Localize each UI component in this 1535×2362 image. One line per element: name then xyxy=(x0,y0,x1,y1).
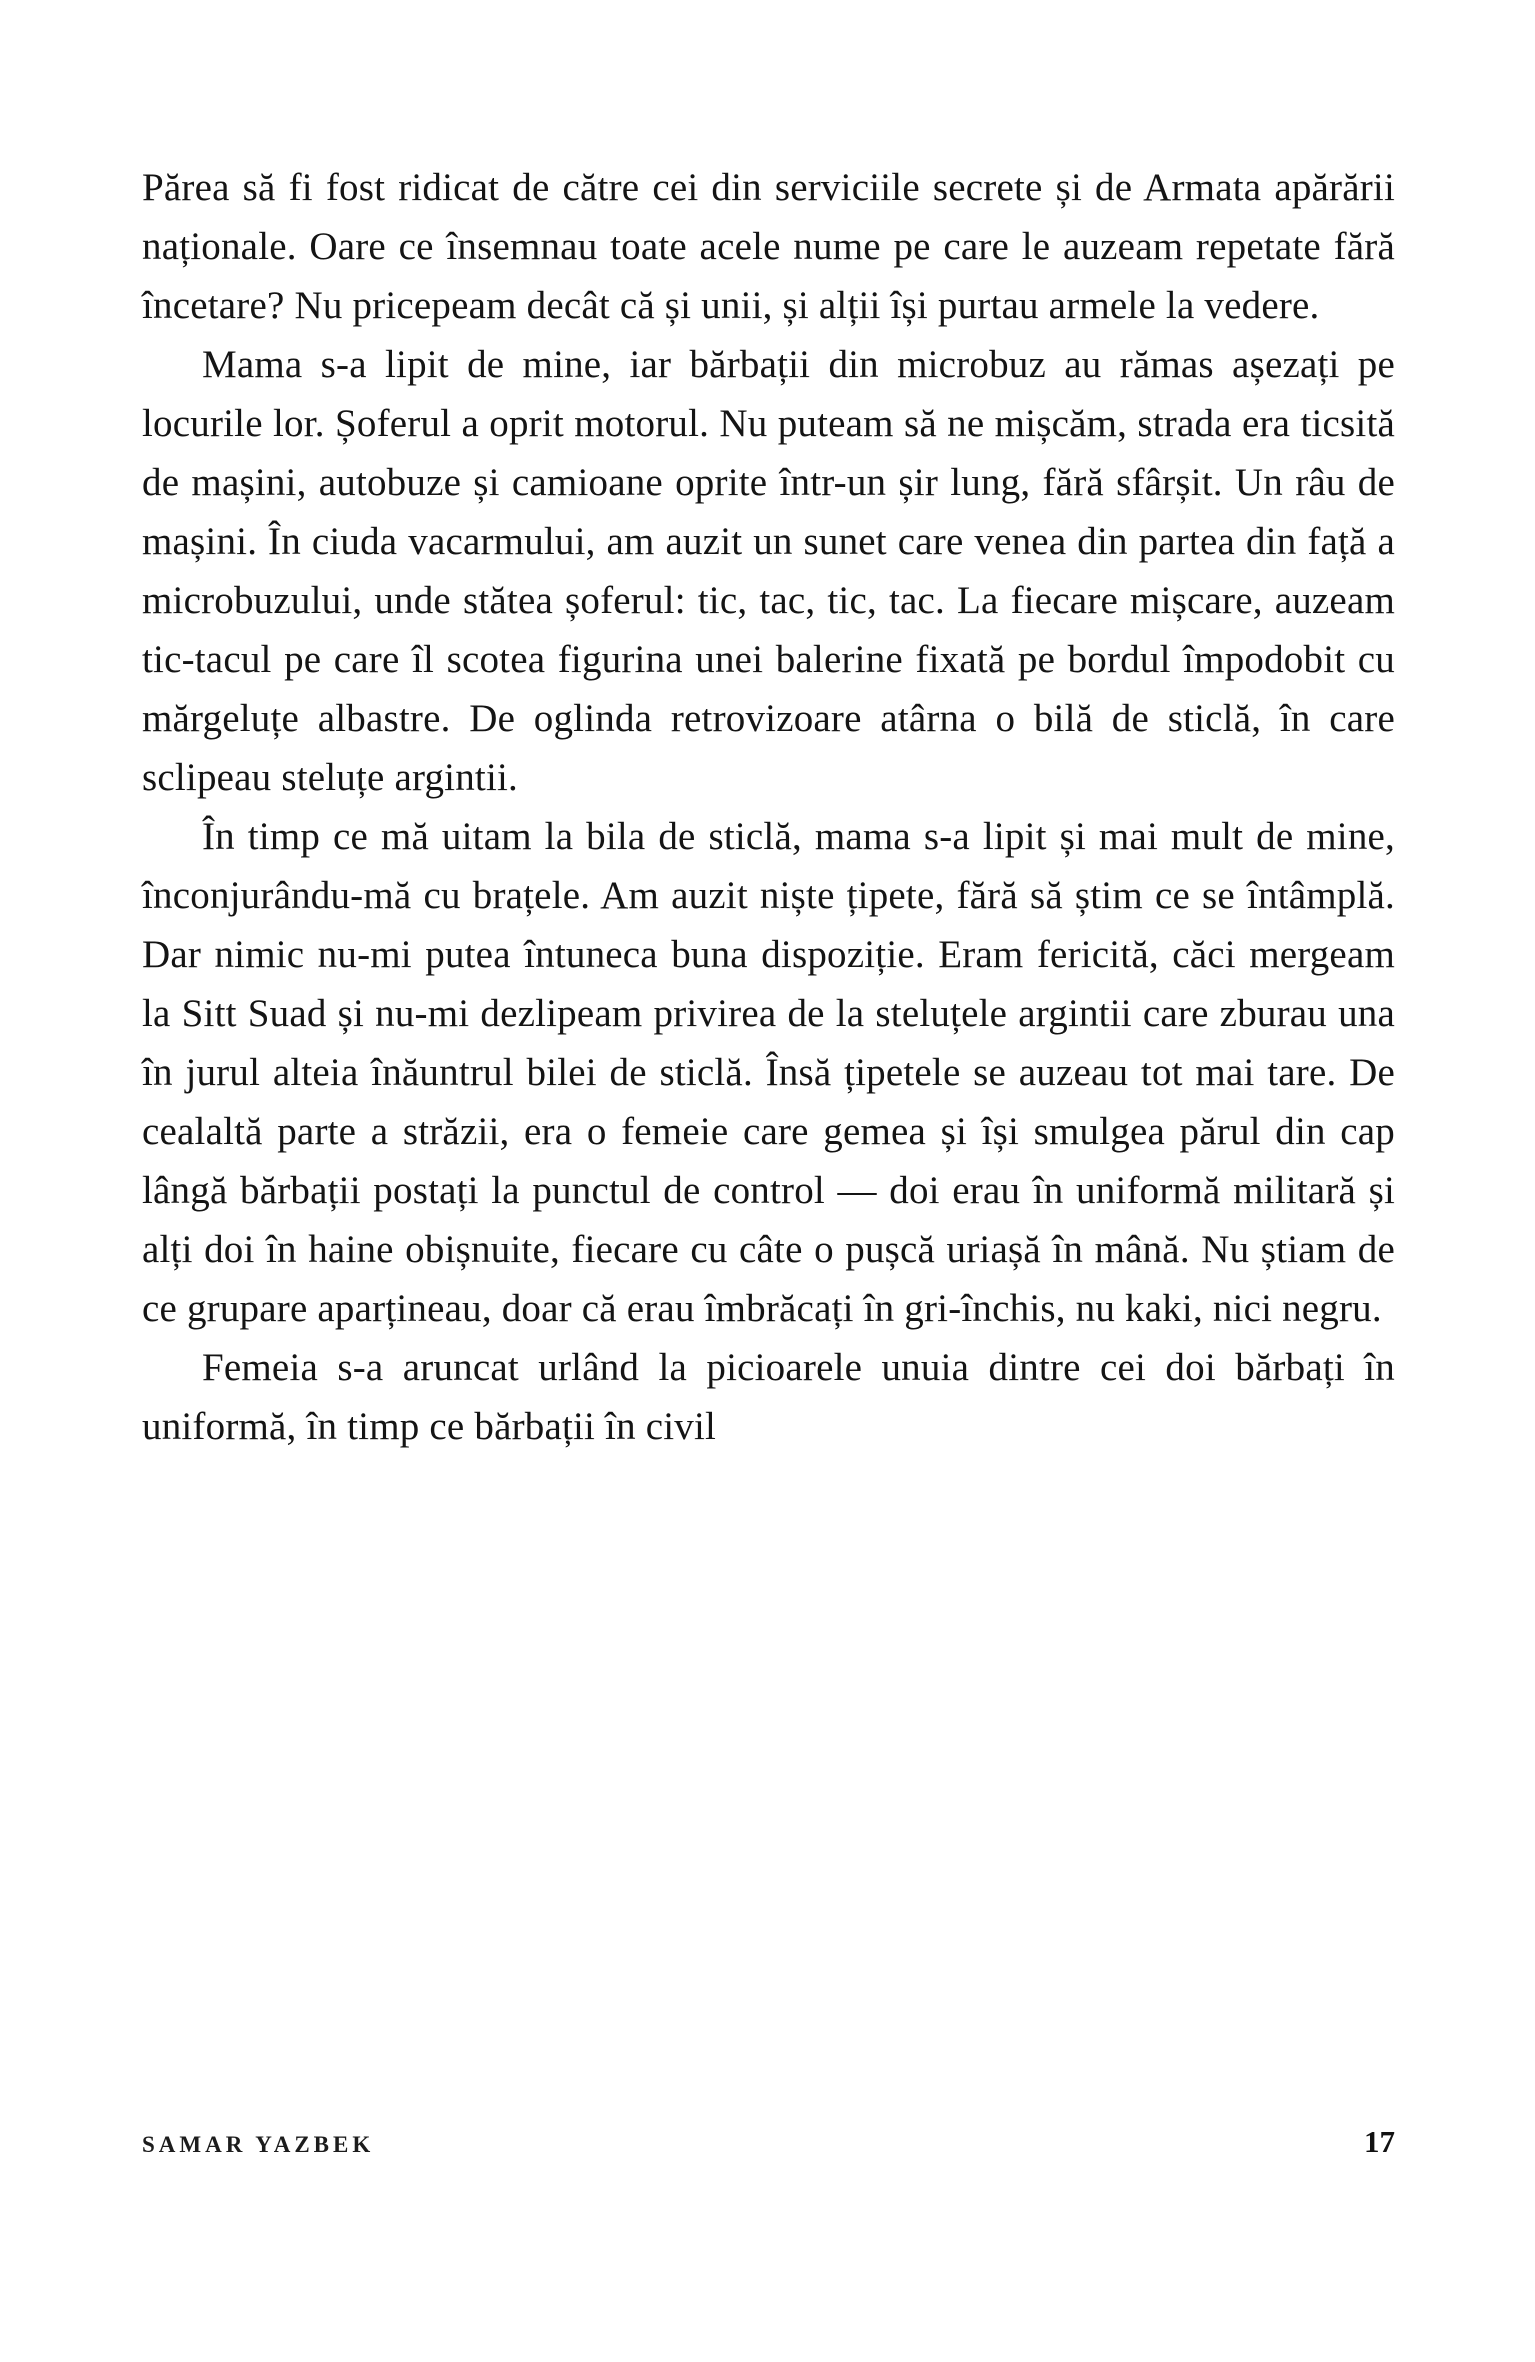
paragraph: Femeia s-a aruncat urlând la picioarele unuia dintre cei doi bărbați în uniformă, în timp ce bărbații în civil xyxy=(142,1346,1395,1448)
body-text xyxy=(142,158,1395,1456)
footer-author: SAMAR YAZBEK xyxy=(142,2132,375,2157)
page-footer xyxy=(142,2124,1395,2160)
paragraph: Părea să fi fost ridicat de către cei din serviciile secrete și de Armata apărării naționale. Oare ce însemnau toate acele nume pe care le auzeam repetate fără încetare? Nu pricepeam decât că și unii, și alții își purtau armele la vedere. xyxy=(142,166,1395,327)
page-number: 17 xyxy=(1364,2124,1395,2159)
paragraph: În timp ce mă uitam la bila de sticlă, mama s-a lipit și mai mult de mine, înconjurându-mă cu brațele. Am auzit niște țipete, fără să știm ce se întâmplă. Dar nimic nu-mi putea întuneca buna dispoziție. Eram fericită, căci mergeam la Sitt Suad și nu-mi dezlipeam privirea de la steluțele argintii care zburau una în jurul alteia înăuntrul bilei de sticlă. Însă țipetele se auzeau tot mai tare. De cealaltă parte a străzii, era o femeie care gemea și își smulgea părul din cap lângă bărbații postați la punctul de control — doi erau în uniformă militară și alți doi în haine obișnuite, fiecare cu câte o pușcă uriașă în mână. Nu știam de ce grupare aparțineau, doar că erau îmbrăcați în gri-închis, nu kaki, nici negru. xyxy=(142,815,1395,1330)
paragraph: Mama s-a lipit de mine, iar bărbații din microbuz au rămas așezați pe locurile lor. Șoferul a oprit motorul. Nu puteam să ne mișcăm, strada era ticsită de mașini, autobuze și camioane oprite într-un șir lung, fără sfârșit. Un râu de mașini. În ciuda vacarmului, am auzit un sunet care venea din partea din față a microbuzului, unde stătea șoferul: tic, tac, tic, tac. La fiecare mișcare, auzeam tic-tacul pe care îl scotea figurina unei balerine fixată pe bordul împodobit cu mărgeluțe albastre. De oglinda retrovizoare atârna o bilă de sticlă, în care sclipeau steluțe argintii. xyxy=(142,343,1395,799)
